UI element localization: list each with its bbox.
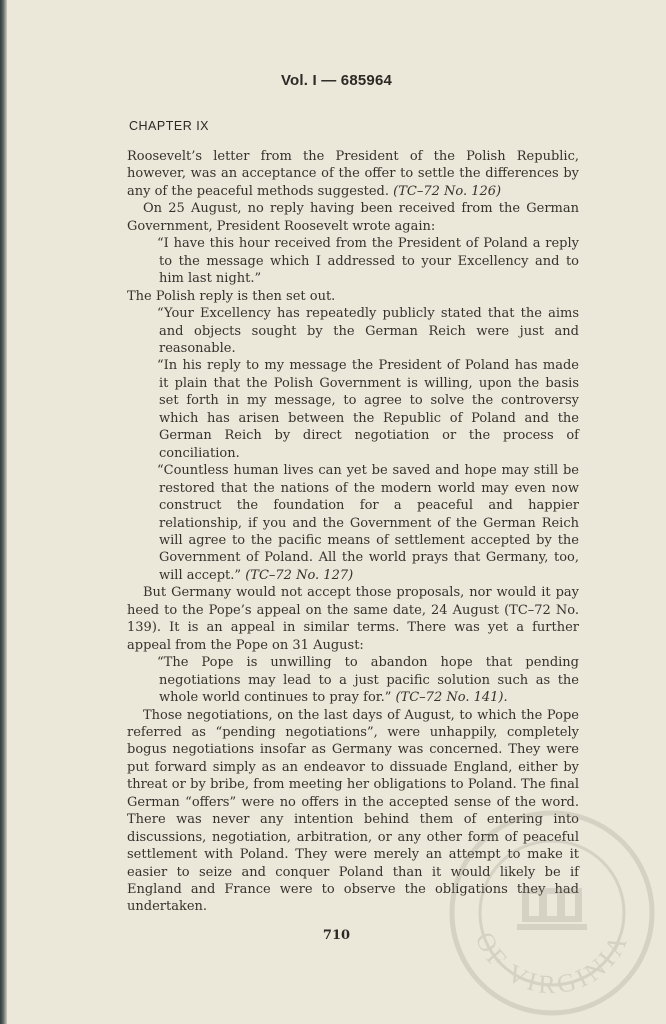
university-seal-watermark-icon bbox=[447, 808, 657, 1018]
body-text bbox=[127, 148, 579, 916]
page-number: 710 bbox=[322, 928, 351, 943]
citation: (TC–72 No. 127) bbox=[245, 567, 354, 583]
document-page bbox=[7, 0, 666, 1024]
citation: (TC–72 No. 126) bbox=[393, 183, 502, 199]
quote-paragraph bbox=[127, 462, 579, 584]
chapter-heading: CHAPTER IX bbox=[129, 119, 210, 133]
quote-paragraph bbox=[127, 654, 579, 706]
paragraph-text: “I have this hour received from the President of Poland a reply to the message which I addressed to your Excellency and to him last night.” bbox=[157, 236, 579, 287]
paragraph-text: On 25 August, no reply having been received from the German Government, President Roosevelt wrote again: bbox=[127, 201, 579, 234]
volume-header: Vol. I — 685964 bbox=[280, 72, 393, 89]
quote-paragraph bbox=[127, 305, 579, 357]
paragraph-text: “In his reply to my message the President of Poland has made it plain that the Polish Government is willing, upon the basis set forth in my message, to agree to solve the controversy which has arisen between the Republic of Poland and the German Reich by direct negotiation or the process of conciliation. bbox=[157, 358, 579, 461]
paragraph-text: The Polish reply is then set out. bbox=[127, 288, 336, 304]
body-paragraph bbox=[127, 200, 579, 235]
paragraph-text: Roosevelt’s letter from the President of the Polish Republic, however, was an acceptance of the offer to settle the differences by any of the peaceful methods suggested. bbox=[127, 149, 579, 199]
paragraph-text: Those negotiations, on the last days of August, to which the Pope referred as “pending negotiations”, were unhappily, completely bogus negotiations insofar as Germany was concerned. They were put forward simply as an endeavor to dissuade England, either by threat or by bribe, from meeting her obligations to Poland. The final German “offers” were no offers in the accepted sense of the word. There was never any intention behind them of entering into discussions, negotiation, arbitration, or any other form of peaceful settlement with Poland. They were merely an attempt to make it easier to seize and conquer Poland than it would likely be if England and France were to observe the obligations they had undertaken. bbox=[127, 707, 579, 915]
page-edge-binding bbox=[0, 0, 7, 1024]
body-paragraph bbox=[127, 288, 579, 305]
paragraph-text: But Germany would not accept those proposals, nor would it pay heed to the Pope’s appeal on the same date, 24 August (TC–72 No. 139). It is an appeal in similar terms. There was yet a further appeal from the Pope on 31 August: bbox=[127, 585, 579, 653]
paragraph-text: “The Pope is unwilling to abandon hope that pending negotiations may lead to a just pacific solution such as the whole world continues to pray for.” bbox=[157, 655, 579, 706]
paragraph-text: “Your Excellency has repeatedly publicly stated that the aims and objects sought by the German Reich were just and reasonable. bbox=[157, 306, 579, 356]
body-paragraph bbox=[127, 584, 579, 654]
seal-text: OF VIRGINIA bbox=[469, 927, 635, 1000]
body-paragraph bbox=[127, 148, 579, 200]
citation: (TC–72 No. 141). bbox=[395, 690, 508, 706]
quote-paragraph bbox=[127, 235, 579, 287]
paragraph-text: “Countless human lives can yet be saved and hope may still be restored that the nations of the modern world may even now construct the foundation for a peaceful and happier relationship, if you and the Government of the German Reich will agree to the pacific means of settlement accepted by the Government of Poland. All the world prays that Germany, too, will accept.” bbox=[157, 463, 579, 583]
quote-paragraph bbox=[127, 357, 579, 462]
